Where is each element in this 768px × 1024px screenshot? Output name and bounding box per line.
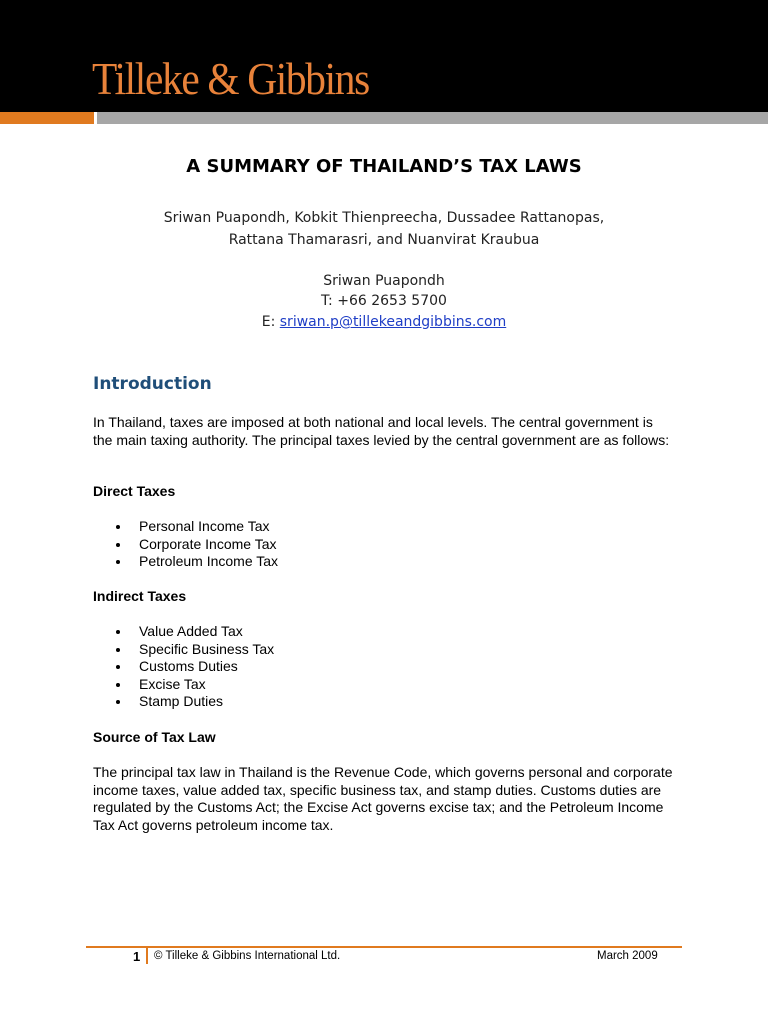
list-item: Value Added Tax (93, 623, 274, 641)
list-item: Corporate Income Tax (93, 536, 278, 554)
authors-line-2: Rattana Thamarasri, and Nuanvirat Kraubua (228, 232, 540, 248)
document-title: A SUMMARY OF THAILAND’S TAX LAWS (186, 156, 582, 177)
authors-line-1: Sriwan Puapondh, Kobkit Thienpreecha, Dussadee Rattanopas, (163, 210, 605, 226)
footer-rule (86, 946, 682, 948)
list-item: Petroleum Income Tax (93, 553, 278, 571)
list-item: Stamp Duties (93, 693, 274, 711)
footer-date: March 2009 (597, 950, 658, 962)
gray-bar (97, 112, 768, 124)
footer-divider (146, 946, 148, 964)
orange-bar (0, 112, 94, 124)
email-link[interactable]: sriwan.p@tillekeandgibbins.com (279, 314, 507, 330)
logo: Tilleke & Gibbins (92, 53, 369, 104)
list-item: Specific Business Tax (93, 641, 274, 659)
direct-taxes-list (93, 518, 278, 571)
intro-heading: Introduction (93, 374, 212, 394)
source-text: The principal tax law in Thailand is the Revenue Code, which governs personal and corporate income taxes, value added tax, specific business tax, and stamp duties. Customs duties are regulated by the Customs Act; the Excise Act governs excise tax; and the Petroleum Income Tax Act governs petroleum income tax. (93, 764, 673, 833)
list-item: Customs Duties (93, 658, 274, 676)
source-heading: Source of Tax Law (93, 729, 216, 745)
intro-text: In Thailand, taxes are imposed at both national and local levels. The central government is the main taxing authority. The principal taxes levied by the central government are as follows: (93, 414, 670, 448)
list-item: Personal Income Tax (93, 518, 278, 536)
contact-email-line (0, 314, 768, 330)
footer-copyright: © Tilleke & Gibbins International Ltd. (154, 950, 341, 962)
contact-name: Sriwan Puapondh (323, 273, 445, 289)
list-item: Excise Tax (93, 676, 274, 694)
indirect-taxes-heading: Indirect Taxes (93, 588, 187, 604)
email-label: E: (261, 314, 280, 330)
direct-taxes-heading: Direct Taxes (93, 483, 176, 499)
indirect-taxes-list (93, 623, 274, 711)
page-number: 1 (133, 949, 141, 964)
contact-phone: T: +66 2653 5700 (321, 293, 447, 309)
